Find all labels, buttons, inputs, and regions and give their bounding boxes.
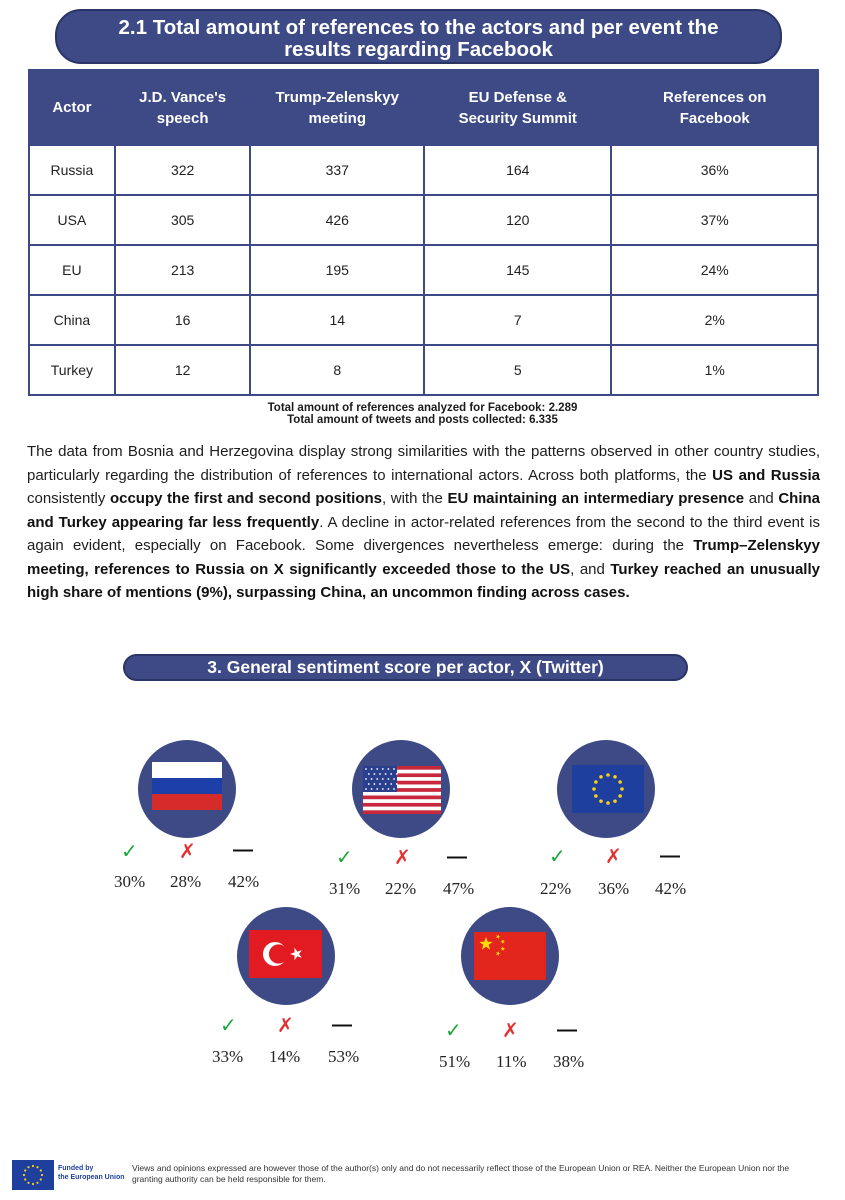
total-references-analyzed: Total amount of references analyzed for Facebook: 2.289 <box>267 402 578 414</box>
russia-positive: 30% <box>114 872 146 891</box>
cell-value: 305 <box>115 195 251 245</box>
usa-neutral: 47% <box>443 879 475 898</box>
table-row <box>29 245 818 295</box>
positive-icon: ✓ <box>445 1020 462 1042</box>
turkey-negative: 14% <box>269 1047 301 1066</box>
title-line-1: 2.1 Total amount of references to the actors and per event the <box>118 16 719 39</box>
cell-value: 16 <box>115 295 251 345</box>
cell-percent: 37% <box>611 195 818 245</box>
footer <box>0 1156 845 1200</box>
cell-percent: 2% <box>611 295 818 345</box>
eu-flag-icon <box>572 765 644 813</box>
cell-value: 5 <box>424 345 611 395</box>
facebook-references-table <box>28 69 819 396</box>
negative-icon: ✗ <box>394 847 411 869</box>
cell-value: 426 <box>250 195 424 245</box>
cell-value: 213 <box>115 245 251 295</box>
cell-percent: 1% <box>611 345 818 395</box>
cell-value: 164 <box>424 145 611 195</box>
cell-percent: 36% <box>611 145 818 195</box>
table-row <box>29 145 818 195</box>
cell-actor: Russia <box>29 145 115 195</box>
usa-positive: 31% <box>329 879 361 898</box>
negative-icon: ✗ <box>605 846 622 868</box>
section-title-sentiment: 3. General sentiment score per actor, X (Twitter) <box>123 654 688 681</box>
cell-actor: USA <box>29 195 115 245</box>
cell-value: 195 <box>250 245 424 295</box>
russia-flag-icon <box>152 762 222 810</box>
cell-actor: Turkey <box>29 345 115 395</box>
table-row <box>29 195 818 245</box>
positive-icon: ✓ <box>549 846 566 868</box>
negative-icon: ✗ <box>277 1015 294 1037</box>
cell-value: 14 <box>250 295 424 345</box>
neutral-icon: — <box>660 845 680 867</box>
neutral-icon: — <box>557 1019 577 1041</box>
neutral-icon: — <box>233 839 253 861</box>
china-negative: 11% <box>496 1052 527 1071</box>
emphasis-text: US and Russia <box>712 466 820 484</box>
emphasis-text: EU maintaining an intermediary presence <box>447 490 745 507</box>
china-neutral: 38% <box>553 1052 585 1071</box>
positive-icon: ✓ <box>220 1015 237 1037</box>
cell-actor: EU <box>29 245 115 295</box>
russia-neutral: 42% <box>228 872 260 891</box>
cell-actor: China <box>29 295 115 345</box>
eu-funding-logo-icon <box>12 1160 54 1190</box>
emphasis-text: China and Turkey appearing far less frequently <box>27 490 820 531</box>
cell-percent: 24% <box>611 245 818 295</box>
body-text: , and <box>570 560 611 578</box>
eu-neutral: 42% <box>655 879 687 898</box>
body-text: The data from Bosnia and Herzegovina display strong similarities with the patterns observed in other country studies, particularly regarding the distribution of references to international actors. Across both platforms, the <box>27 443 820 484</box>
body-text: . A decline in actor-related references from the second to the third event is again evident, especially on Facebook. Some divergences nevertheless emerge: during the <box>27 513 820 554</box>
eu-positive: 22% <box>540 879 572 898</box>
neutral-icon: — <box>332 1014 352 1036</box>
cell-value: 145 <box>424 245 611 295</box>
table-header-row <box>29 70 818 145</box>
turkey-neutral: 53% <box>328 1047 360 1066</box>
section-title-facebook-references <box>55 9 782 64</box>
body-text: consistently <box>27 490 110 507</box>
neutral-icon: — <box>447 846 467 868</box>
turkey-flag-icon <box>249 930 322 978</box>
header-eu-summit: EU Defense & Security Summit <box>424 70 611 145</box>
emphasis-text: Trump–Zelenskyy meeting, references to Russia on X significantly exceeded those to the US <box>27 537 820 578</box>
positive-icon: ✓ <box>336 847 353 869</box>
title-line-2: results regarding Facebook <box>284 38 553 61</box>
cell-value: 322 <box>115 145 251 195</box>
header-facebook-references: References on Facebook <box>611 70 818 145</box>
funded-by-label: Funded by the European Union <box>58 1165 125 1181</box>
cell-value: 8 <box>250 345 424 395</box>
body-text: , with the <box>382 490 448 507</box>
table-row <box>29 345 818 395</box>
positive-icon: ✓ <box>121 841 138 863</box>
usa-negative: 22% <box>385 879 417 898</box>
eu-negative: 36% <box>598 879 630 898</box>
total-posts-collected: Total amount of tweets and posts collected: 6.335 <box>287 414 558 426</box>
cell-value: 120 <box>424 195 611 245</box>
negative-icon: ✗ <box>502 1020 519 1042</box>
cell-value: 337 <box>250 145 424 195</box>
body-text: and <box>744 490 779 507</box>
emphasis-text: Turkey reached an unusually high share of mentions (9%), surpassing China, an uncommon finding across cases. <box>27 560 820 601</box>
disclaimer-text: Views and opinions expressed are however those of the author(s) only and do not necessarily reflect those of the European Union or REA. Neither the European Union nor the granting authority can be held responsible for them. <box>132 1163 790 1184</box>
cell-value: 7 <box>424 295 611 345</box>
cell-value: 12 <box>115 345 251 395</box>
header-actor: Actor <box>29 70 115 145</box>
usa-flag-icon <box>363 766 441 814</box>
analysis-paragraph <box>27 440 820 605</box>
russia-negative: 28% <box>170 872 202 891</box>
header-trump-zelenskyy: Trump-Zelenskyy meeting <box>250 70 424 145</box>
emphasis-text: occupy the first and second positions <box>109 490 383 507</box>
header-vance-speech: J.D. Vance's speech <box>115 70 251 145</box>
turkey-positive: 33% <box>212 1047 244 1066</box>
table-row <box>29 295 818 345</box>
china-flag-icon <box>474 932 546 980</box>
china-positive: 51% <box>439 1052 471 1071</box>
negative-icon: ✗ <box>179 841 196 863</box>
